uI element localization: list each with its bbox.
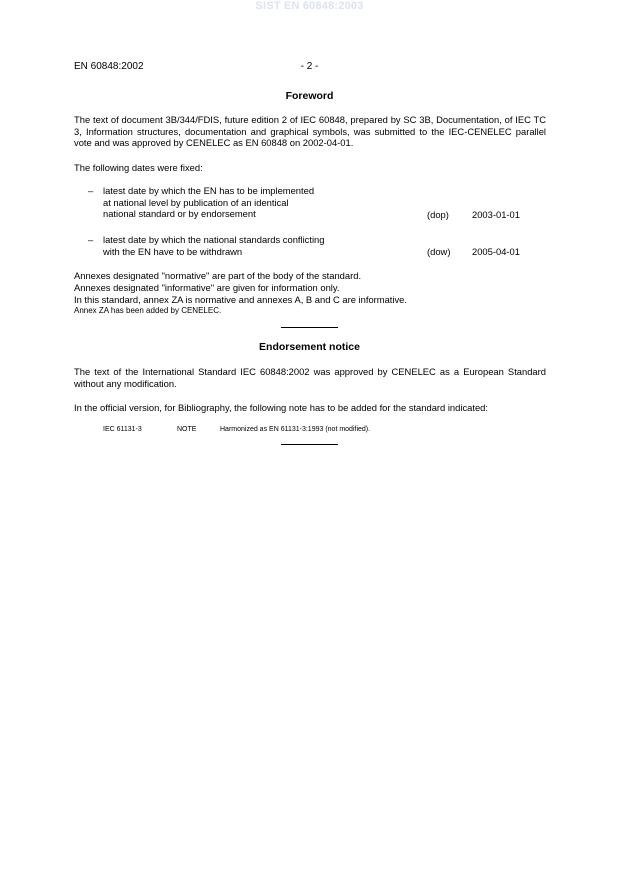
annex-note-small: Annex ZA has been added by CENELEC. xyxy=(74,306,222,315)
date-item-line: with the EN have to be withdrawn xyxy=(103,245,243,257)
note-standard: IEC 61131-3 xyxy=(103,426,142,433)
foreword-title: Foreword xyxy=(285,90,334,102)
annex-note: In this standard, annex ZA is normative and annexes A, B and C are informative. xyxy=(74,294,407,305)
document-id: EN 60848:2002 xyxy=(74,61,144,72)
date-item-dop-text xyxy=(103,185,314,220)
date-item-line: national standard or by endorsement xyxy=(103,208,256,219)
bibliography-paragraph: In the official version, for Bibliography, the following note has to be added for the standard indicated: xyxy=(74,402,488,413)
endorsement-title: Endorsement notice xyxy=(259,341,360,353)
annex-note: Annexes designated "informative" are given for information only. xyxy=(74,282,340,293)
endorsement-paragraph: The text of the International Standard IEC 60848:2002 was approved by CENELEC as a European Standard without any modification. xyxy=(74,366,546,389)
note-text: Harmonized as EN 61131-3:1993 (not modified). xyxy=(220,426,371,433)
section-divider xyxy=(281,444,338,445)
date-abbr-dop: (dop) xyxy=(427,209,449,220)
date-item-line: at national level by publication of an identical xyxy=(103,196,289,208)
section-divider xyxy=(281,327,338,328)
foreword-paragraph: The text of document 3B/344/FDIS, future edition 2 of IEC 60848, prepared by SC 3B, Documentation, of IEC TC 3, Information structures, documentation and graphical symbols, was submitted to the IEC-CENELEC parallel vote and was approved by CENELEC as EN 60848 on 2002-04-01. xyxy=(74,114,546,148)
date-value-dow: 2005-04-01 xyxy=(472,246,520,257)
list-bullet: – xyxy=(88,185,94,196)
list-bullet: – xyxy=(88,234,94,245)
date-item-dow-text xyxy=(103,234,325,257)
note-label: NOTE xyxy=(177,426,197,433)
date-abbr-dow: (dow) xyxy=(427,246,451,257)
date-item-line: latest date by which the national standards conflicting xyxy=(103,234,325,245)
annex-note: Annexes designated "normative" are part of the body of the standard. xyxy=(74,270,362,281)
dates-intro: The following dates were fixed: xyxy=(74,162,203,173)
date-value-dop: 2003-01-01 xyxy=(472,209,520,220)
watermark: SIST EN 60848:2003 xyxy=(255,0,364,12)
date-item-line: latest date by which the EN has to be implemented xyxy=(103,185,315,196)
page-number: - 2 - xyxy=(300,61,319,72)
